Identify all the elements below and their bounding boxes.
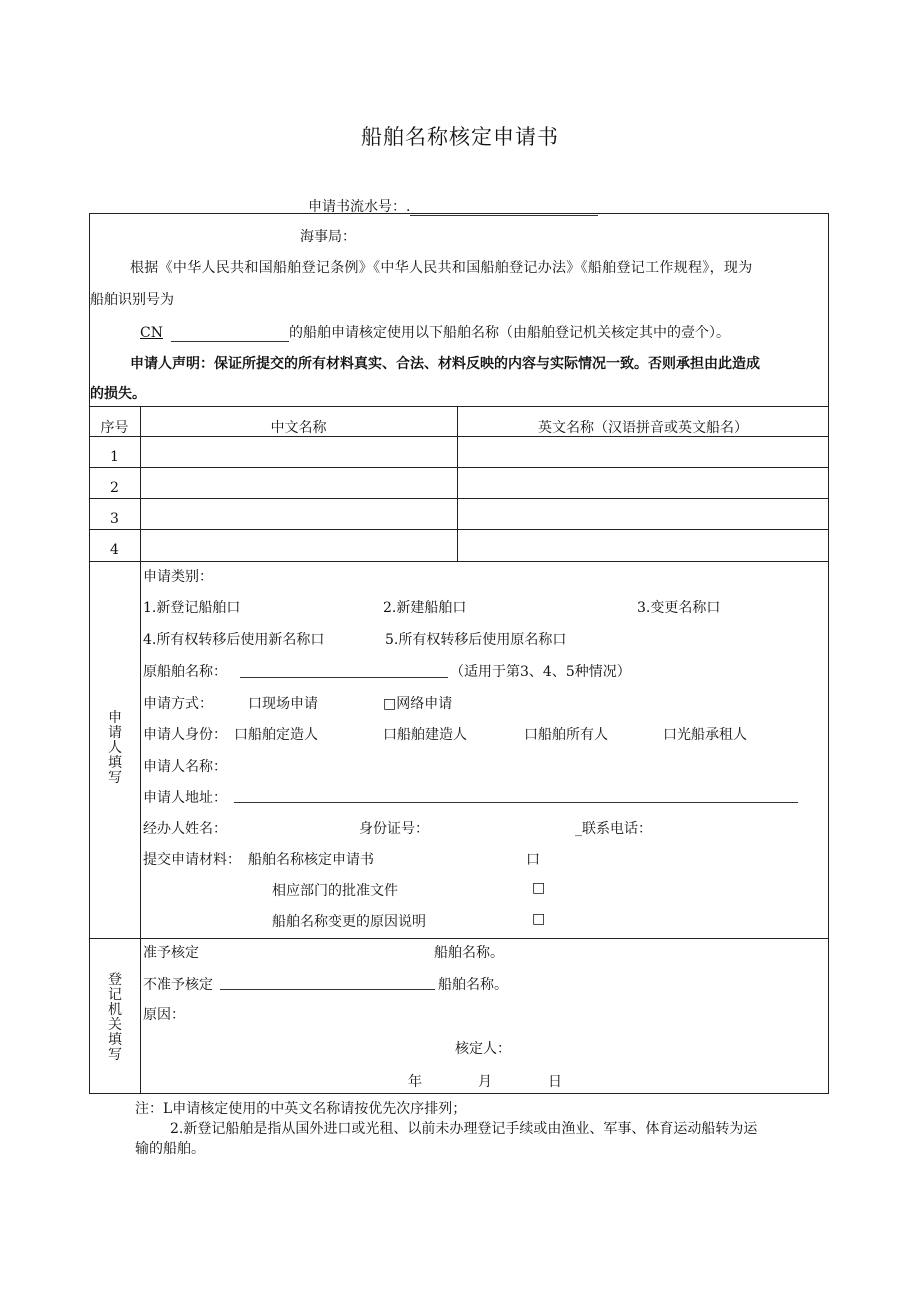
method-option-online[interactable]: □网络申请 [383,696,453,712]
material-name: 相应部门的批准文件 [272,883,398,899]
serial-number-label: 申请书流水号：. [308,199,411,215]
category-option-new-registration[interactable]: 1.新登记船舶口 [143,600,241,616]
cn-line [140,322,730,342]
id-number-label: 身份证号： [359,821,429,837]
authority-section-label: 登记机关填写 [108,972,122,1063]
agent-name-label: 经办人姓名： [143,821,227,837]
table-row-index: 1 [110,449,119,465]
material-checkbox[interactable]: □ [532,911,546,927]
identity-option-charterer[interactable]: 口光船承租人 [663,727,747,743]
table-row-index: 3 [110,511,119,527]
applicant-address-blank[interactable] [234,787,798,803]
identity-label: 申请人身份： [143,727,227,743]
identity-option-owner[interactable]: 口船舶所有人 [524,727,608,743]
identity-option-orderer[interactable]: 口船舶定造人 [234,727,318,743]
material-checkbox[interactable]: 口 [526,852,540,868]
header-english-name: 英文名称（汉语拼音或英文船名） [538,420,748,436]
original-name-blank[interactable] [240,661,448,678]
note-line2: 2.新登记船舶是指从国外进口或光租、以前未办理登记手续或由渔业、军事、体育运动船转为运 [170,1121,758,1137]
applicant-section-label: 申请人填写 [108,710,122,786]
method-label: 申请方式： [143,696,213,712]
header-chinese-name: 中文名称 [270,420,327,436]
table-row-index: 4 [110,542,119,558]
chinese-name-cell[interactable] [141,468,456,498]
chinese-name-cell[interactable] [141,530,456,561]
english-name-cell[interactable] [458,437,828,467]
original-name-note: （适用于第3、4、5种情况） [450,664,631,680]
table-row-index: 2 [110,480,119,496]
page-title: 船舶名称核定申请书 [361,125,559,149]
basis-text-line2: 船舶识别号为 [90,292,174,308]
reason-label: 原因： [143,1007,185,1023]
reject-suffix: 船舶名称。 [438,977,508,993]
chinese-name-cell[interactable] [141,499,456,529]
category-option-new-build[interactable]: 2.新建船舶口 [383,600,467,616]
material-name: 船舶名称变更的原因说明 [272,914,426,930]
category-option-transfer-original-name[interactable]: 5.所有权转移后使用原名称口 [385,632,567,648]
material-checkbox[interactable]: □ [532,880,546,896]
cn-prefix: CN [140,325,163,341]
note-line3: 输的船舶。 [135,1141,205,1157]
divider [89,561,829,562]
original-name-label: 原船舶名称： [143,664,227,680]
material-name: 船舶名称核定申请书 [248,852,374,868]
approver-label: 核定人： [455,1041,511,1057]
method-option-onsite[interactable]: 口现场申请 [248,696,318,712]
date-year: 年 [408,1074,422,1090]
category-label: 申请类别： [143,569,213,585]
category-option-rename[interactable]: 3.变更名称口 [637,600,721,616]
cn-suffix: 的船舶申请核定使用以下船舶名称（由船舶登记机关核定其中的壹个）。 [288,325,730,341]
english-name-cell[interactable] [458,499,828,529]
applicant-address-label: 申请人地址： [143,790,227,806]
approve-label: 准予核定 [143,945,199,961]
date-month: 月 [478,1074,492,1090]
declaration-line2: 的损失。 [90,386,146,402]
divider [89,938,829,939]
approve-suffix: 船舶名称。 [434,945,504,961]
note-line1: 注：L申请核定使用的中英文名称请按优先次序排列； [135,1101,467,1117]
basis-text-line1: 根据《中华人民共和国船舶登记条例》《中华人民共和国船舶登记办法》《船舶登记工作规程》，现为 [130,260,753,276]
header-index: 序号 [100,420,129,436]
english-name-cell[interactable] [458,468,828,498]
addressee: 海事局： [300,229,356,245]
reject-name-blank[interactable] [220,974,435,990]
phone-label: _联系电话： [575,821,652,837]
reject-label: 不准予核定 [143,977,213,993]
vessel-id-blank[interactable] [171,327,289,342]
applicant-name-label: 申请人名称： [143,759,227,775]
materials-label: 提交申请材料： [143,852,241,868]
declaration-line1: 申请人声明：保证所提交的所有材料真实、合法、材料反映的内容与实际情况一致。否则承担由此造成 [130,356,760,372]
chinese-name-cell[interactable] [141,437,456,467]
divider [89,406,829,407]
category-option-transfer-new-name[interactable]: 4.所有权转移后使用新名称口 [143,632,325,648]
english-name-cell[interactable] [458,530,828,561]
date-day: 日 [548,1074,562,1090]
identity-option-builder[interactable]: 口船舶建造人 [383,727,467,743]
